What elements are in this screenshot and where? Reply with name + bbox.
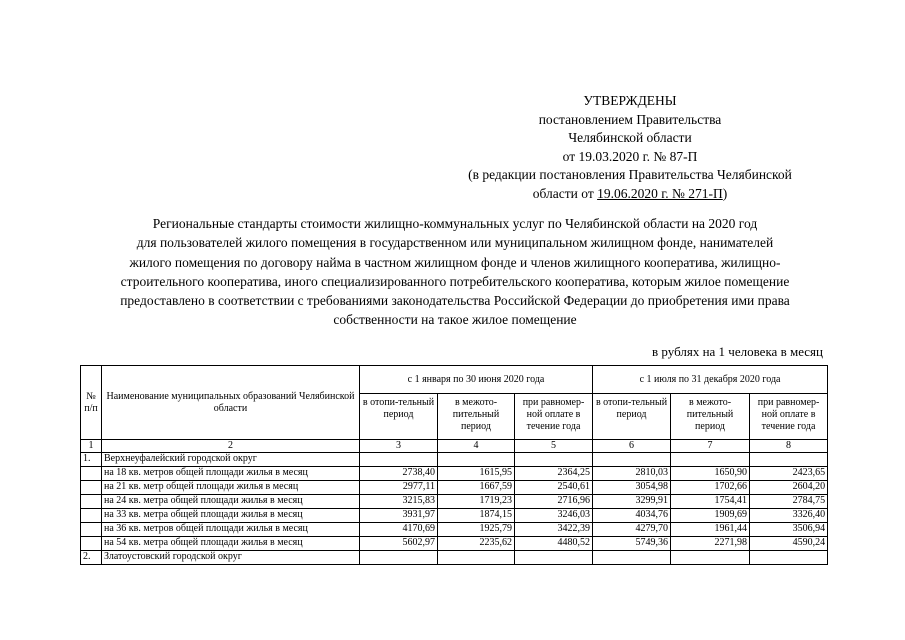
column-number: 5 [515, 440, 593, 453]
row-no: 1. [81, 453, 102, 467]
row-no [81, 481, 102, 495]
amendment-link[interactable]: 19.06.2020 г. № 271-П [597, 185, 723, 201]
title-line: для пользователей жилого помещения в государственном или муниципальном жилищном фонде, нанимателей [136, 235, 774, 251]
row-value: 2271,98 [671, 537, 750, 551]
row-value [360, 453, 438, 467]
column-number: 4 [438, 440, 515, 453]
standards-table [80, 365, 828, 565]
header-sub: при равномер-ной оплате в течение года [515, 394, 593, 440]
row-no [81, 509, 102, 523]
approval-line-4: от 19.03.2020 г. № 87-П [562, 148, 698, 164]
column-number: 1 [81, 440, 102, 453]
column-number: 2 [102, 440, 360, 453]
row-value [438, 453, 515, 467]
title-line: предоставлено в соответствии с требованиями законодательства Российской Федерации до приобретения ими права [120, 293, 790, 309]
table-row [81, 537, 828, 551]
column-number: 7 [671, 440, 750, 453]
header-sub: в межото-пительный период [671, 394, 750, 440]
row-value: 4590,24 [750, 537, 828, 551]
row-value: 2977,11 [360, 481, 438, 495]
row-value [593, 453, 671, 467]
approval-line-6 [440, 185, 820, 204]
title-line: жилого помещения по договору найма в частном жилищном фонде и членов жилищного кооператива, жилищно- [129, 254, 781, 270]
row-value: 3246,03 [515, 509, 593, 523]
header-name: Наименование муниципальных образований Челябинской области [102, 366, 360, 440]
row-value: 2540,61 [515, 481, 593, 495]
row-value: 2235,62 [438, 537, 515, 551]
row-value: 2364,25 [515, 467, 593, 481]
table-row [81, 509, 828, 523]
row-name: на 24 кв. метра общей площади жилья в месяц [102, 495, 360, 509]
row-value: 1925,79 [438, 523, 515, 537]
header-no: № п/п [81, 366, 102, 440]
row-value [515, 551, 593, 565]
row-value: 1615,95 [438, 467, 515, 481]
row-value: 1650,90 [671, 467, 750, 481]
row-no [81, 467, 102, 481]
header-row-periods [81, 366, 828, 394]
table-row [81, 495, 828, 509]
header-sub: при равномер-ной оплате в течение года [750, 394, 828, 440]
row-value: 2604,20 [750, 481, 828, 495]
row-no: 2. [81, 551, 102, 565]
row-value: 2423,65 [750, 467, 828, 481]
row-value: 1719,23 [438, 495, 515, 509]
units-note: в рублях на 1 человека в месяц [652, 344, 823, 359]
row-value: 4480,52 [515, 537, 593, 551]
row-value [593, 551, 671, 565]
row-name: на 54 кв. метра общей площади жилья в месяц [102, 537, 360, 551]
approval-line-5: (в редакции постановления Правительства Челябинской [468, 167, 792, 183]
row-value: 1702,66 [671, 481, 750, 495]
approval-line-6-prefix: области от [532, 185, 598, 201]
row-value [750, 551, 828, 565]
row-value [671, 453, 750, 467]
row-value: 2784,75 [750, 495, 828, 509]
row-value: 3326,40 [750, 509, 828, 523]
row-value: 3299,91 [593, 495, 671, 509]
row-value [671, 551, 750, 565]
row-value [515, 453, 593, 467]
row-value: 1874,15 [438, 509, 515, 523]
table-row [81, 523, 828, 537]
title-line: строительного кооператива, иного специализированного потребительского кооператива, которым жилое помещение [120, 273, 790, 289]
row-value: 3215,83 [360, 495, 438, 509]
table-row [81, 453, 828, 467]
row-name: на 33 кв. метра общей площади жилья в месяц [102, 509, 360, 523]
row-no [81, 495, 102, 509]
row-value: 4034,76 [593, 509, 671, 523]
approval-line-3: Челябинской области [568, 130, 692, 146]
row-value [438, 551, 515, 565]
document-title [70, 214, 840, 330]
table-row [81, 481, 828, 495]
row-value: 3054,98 [593, 481, 671, 495]
row-value: 1909,69 [671, 509, 750, 523]
header-sub: в отопи-тельный период [360, 394, 438, 440]
row-value: 1667,59 [438, 481, 515, 495]
header-sub: в межото-пительный период [438, 394, 515, 440]
header-period-1: с 1 января по 30 июня 2020 года [360, 366, 593, 394]
row-name: на 36 кв. метров общей площади жилья в месяц [102, 523, 360, 537]
row-value [360, 551, 438, 565]
row-value: 1961,44 [671, 523, 750, 537]
row-value: 4170,69 [360, 523, 438, 537]
row-value: 4279,70 [593, 523, 671, 537]
row-value: 3931,97 [360, 509, 438, 523]
approval-line-2: постановлением Правительства [538, 111, 722, 127]
header-row-numbers [81, 440, 828, 453]
row-no [81, 537, 102, 551]
row-no [81, 523, 102, 537]
title-line: Региональные стандарты стоимости жилищно-коммунальных услуг по Челябинской области на 2020 год [152, 216, 758, 231]
row-value: 3422,39 [515, 523, 593, 537]
row-value: 2738,40 [360, 467, 438, 481]
row-value: 5602,97 [360, 537, 438, 551]
row-name: Верхнеуфалейский городской округ [102, 453, 360, 467]
title-line: собственности на такое жилое помещение [333, 312, 577, 328]
approval-line-1: УТВЕРЖДЕНЫ [583, 93, 677, 108]
row-name: на 18 кв. метров общей площади жилья в месяц [102, 467, 360, 481]
row-value: 2716,96 [515, 495, 593, 509]
row-value: 2810,03 [593, 467, 671, 481]
approval-line-6-suffix: ) [722, 185, 728, 201]
row-value: 5749,36 [593, 537, 671, 551]
header-period-2: с 1 июля по 31 декабря 2020 года [593, 366, 828, 394]
column-number: 6 [593, 440, 671, 453]
row-value: 3506,94 [750, 523, 828, 537]
approval-block [440, 92, 820, 204]
row-name: Златоустовский городской округ [102, 551, 360, 565]
row-name: на 21 кв. метр общей площади жилья в месяц [102, 481, 360, 495]
column-number: 8 [750, 440, 828, 453]
row-value: 1754,41 [671, 495, 750, 509]
column-number: 3 [360, 440, 438, 453]
header-sub: в отопи-тельный период [593, 394, 671, 440]
row-value [750, 453, 828, 467]
table-row [81, 467, 828, 481]
table-row [81, 551, 828, 565]
